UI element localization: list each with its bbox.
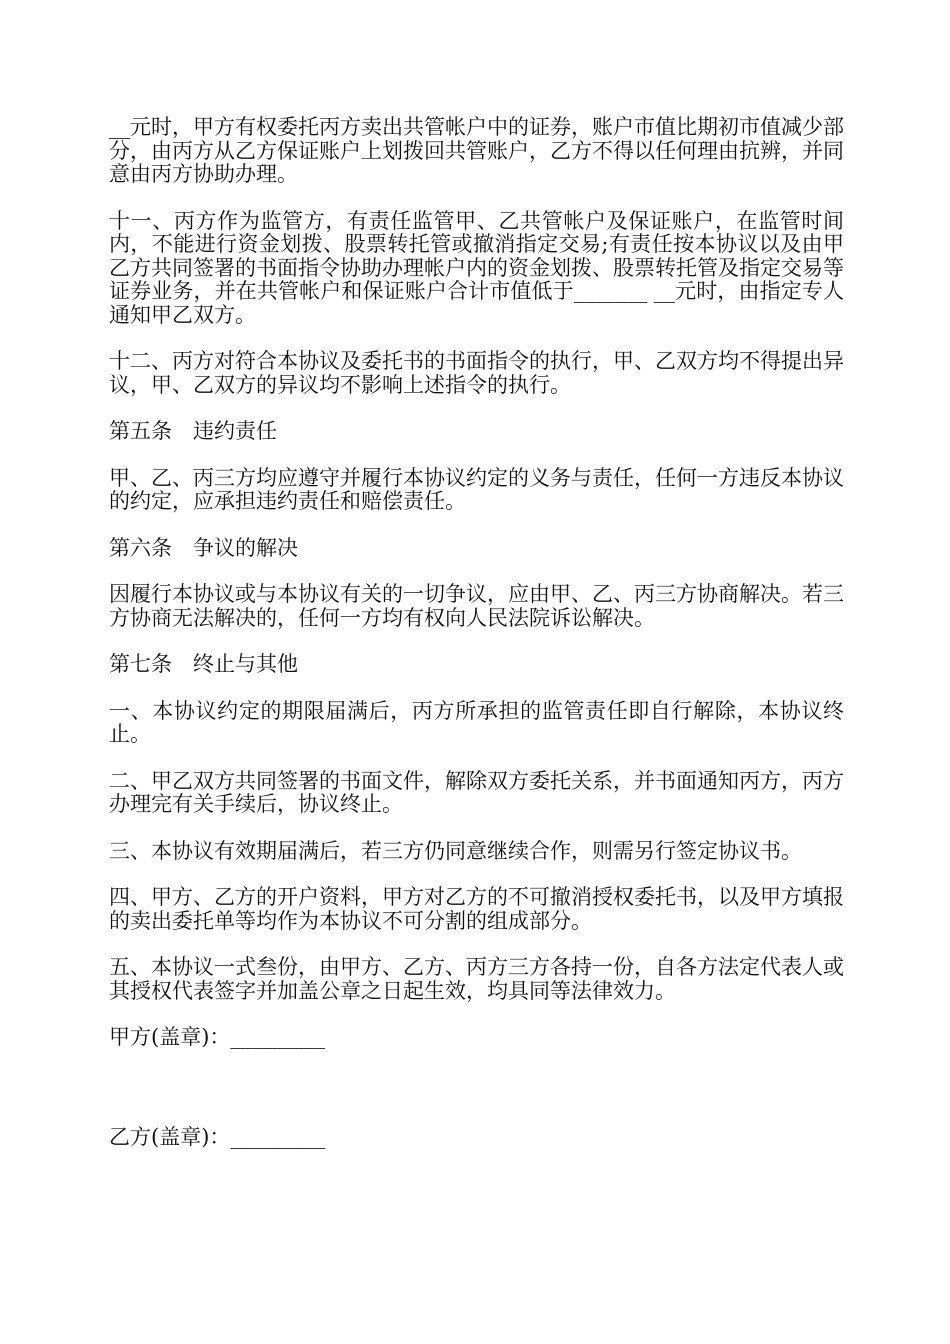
article-7-item-5: 五、本协议一式叁份，由甲方、乙方、丙方三方各持一份，自各方法定代表人或其授权代表签字并加盖公章之日起生效，均具同等法律效力。: [109, 955, 844, 1003]
clause-10-continuation: __元时，甲方有权委托丙方卖出共管帐户中的证券，账户市值比期初市值减少部分，由丙方从乙方保证账户上划拨回共管账户，乙方不得以任何理由抗辨，并同意由丙方协助办理。: [109, 115, 844, 186]
article-6-heading: 第六条 争议的解决: [109, 535, 298, 560]
article-7-item-4: 四、甲方、乙方的开户资料，甲方对乙方的不可撤消授权委托书，以及甲方填报的卖出委托单等均作为本协议不可分割的组成部分。: [109, 885, 844, 933]
signature-party-a: 甲方(盖章)：_________: [109, 1025, 325, 1049]
clause-12: 十二、丙方对符合本协议及委托书的书面指令的执行，甲、乙双方均不得提出异议，甲、乙双方的异议均不影响上述指令的执行。: [109, 349, 844, 397]
article-6-text: 因履行本协议或与本协议有关的一切争议，应由甲、乙、丙三方协商解决。若三方协商无法解决的，任何一方均有权向人民法院诉讼解决。: [109, 582, 844, 630]
signature-party-b: 乙方(盖章)：_________: [109, 1124, 325, 1149]
signature-spacer: [109, 1050, 844, 1126]
article-7-heading: 第七条 终止与其他: [109, 652, 298, 676]
article-5-heading: 第五条 违约责任: [109, 419, 277, 443]
article-7-item-2: 二、甲乙双方共同签署的书面文件，解除双方委托关系，并书面通知丙方，丙方办理完有关手续后，协议终止。: [109, 768, 844, 816]
article-5-text: 甲、乙、丙三方均应遵守并履行本协议约定的义务与责任，任何一方违反本协议的约定，应承担违约责任和赔偿责任。: [109, 465, 844, 513]
article-7-item-3: 三、本协议有效期届满后，若三方仍同意继续合作，则需另行签定协议书。: [109, 838, 802, 863]
document-body: [109, 116, 844, 1149]
article-7-item-1: 一、本协议约定的期限届满后，丙方所承担的监管责任即自行解除，本协议终止。: [109, 698, 844, 746]
clause-11: 十一、丙方作为监管方，有责任监管甲、乙共管帐户及保证账户，在监管时间内，不能进行资金划拨、股票转托管或撤消指定交易;有责任按本协议以及由甲乙方共同签署的书面指令协助办理帐户内的资金划拨、股票转托管及指定交易等证券业务，并在共管帐户和保证账户合计市值低于_______ __元时，由指定专人通知甲乙双方。: [109, 208, 844, 327]
